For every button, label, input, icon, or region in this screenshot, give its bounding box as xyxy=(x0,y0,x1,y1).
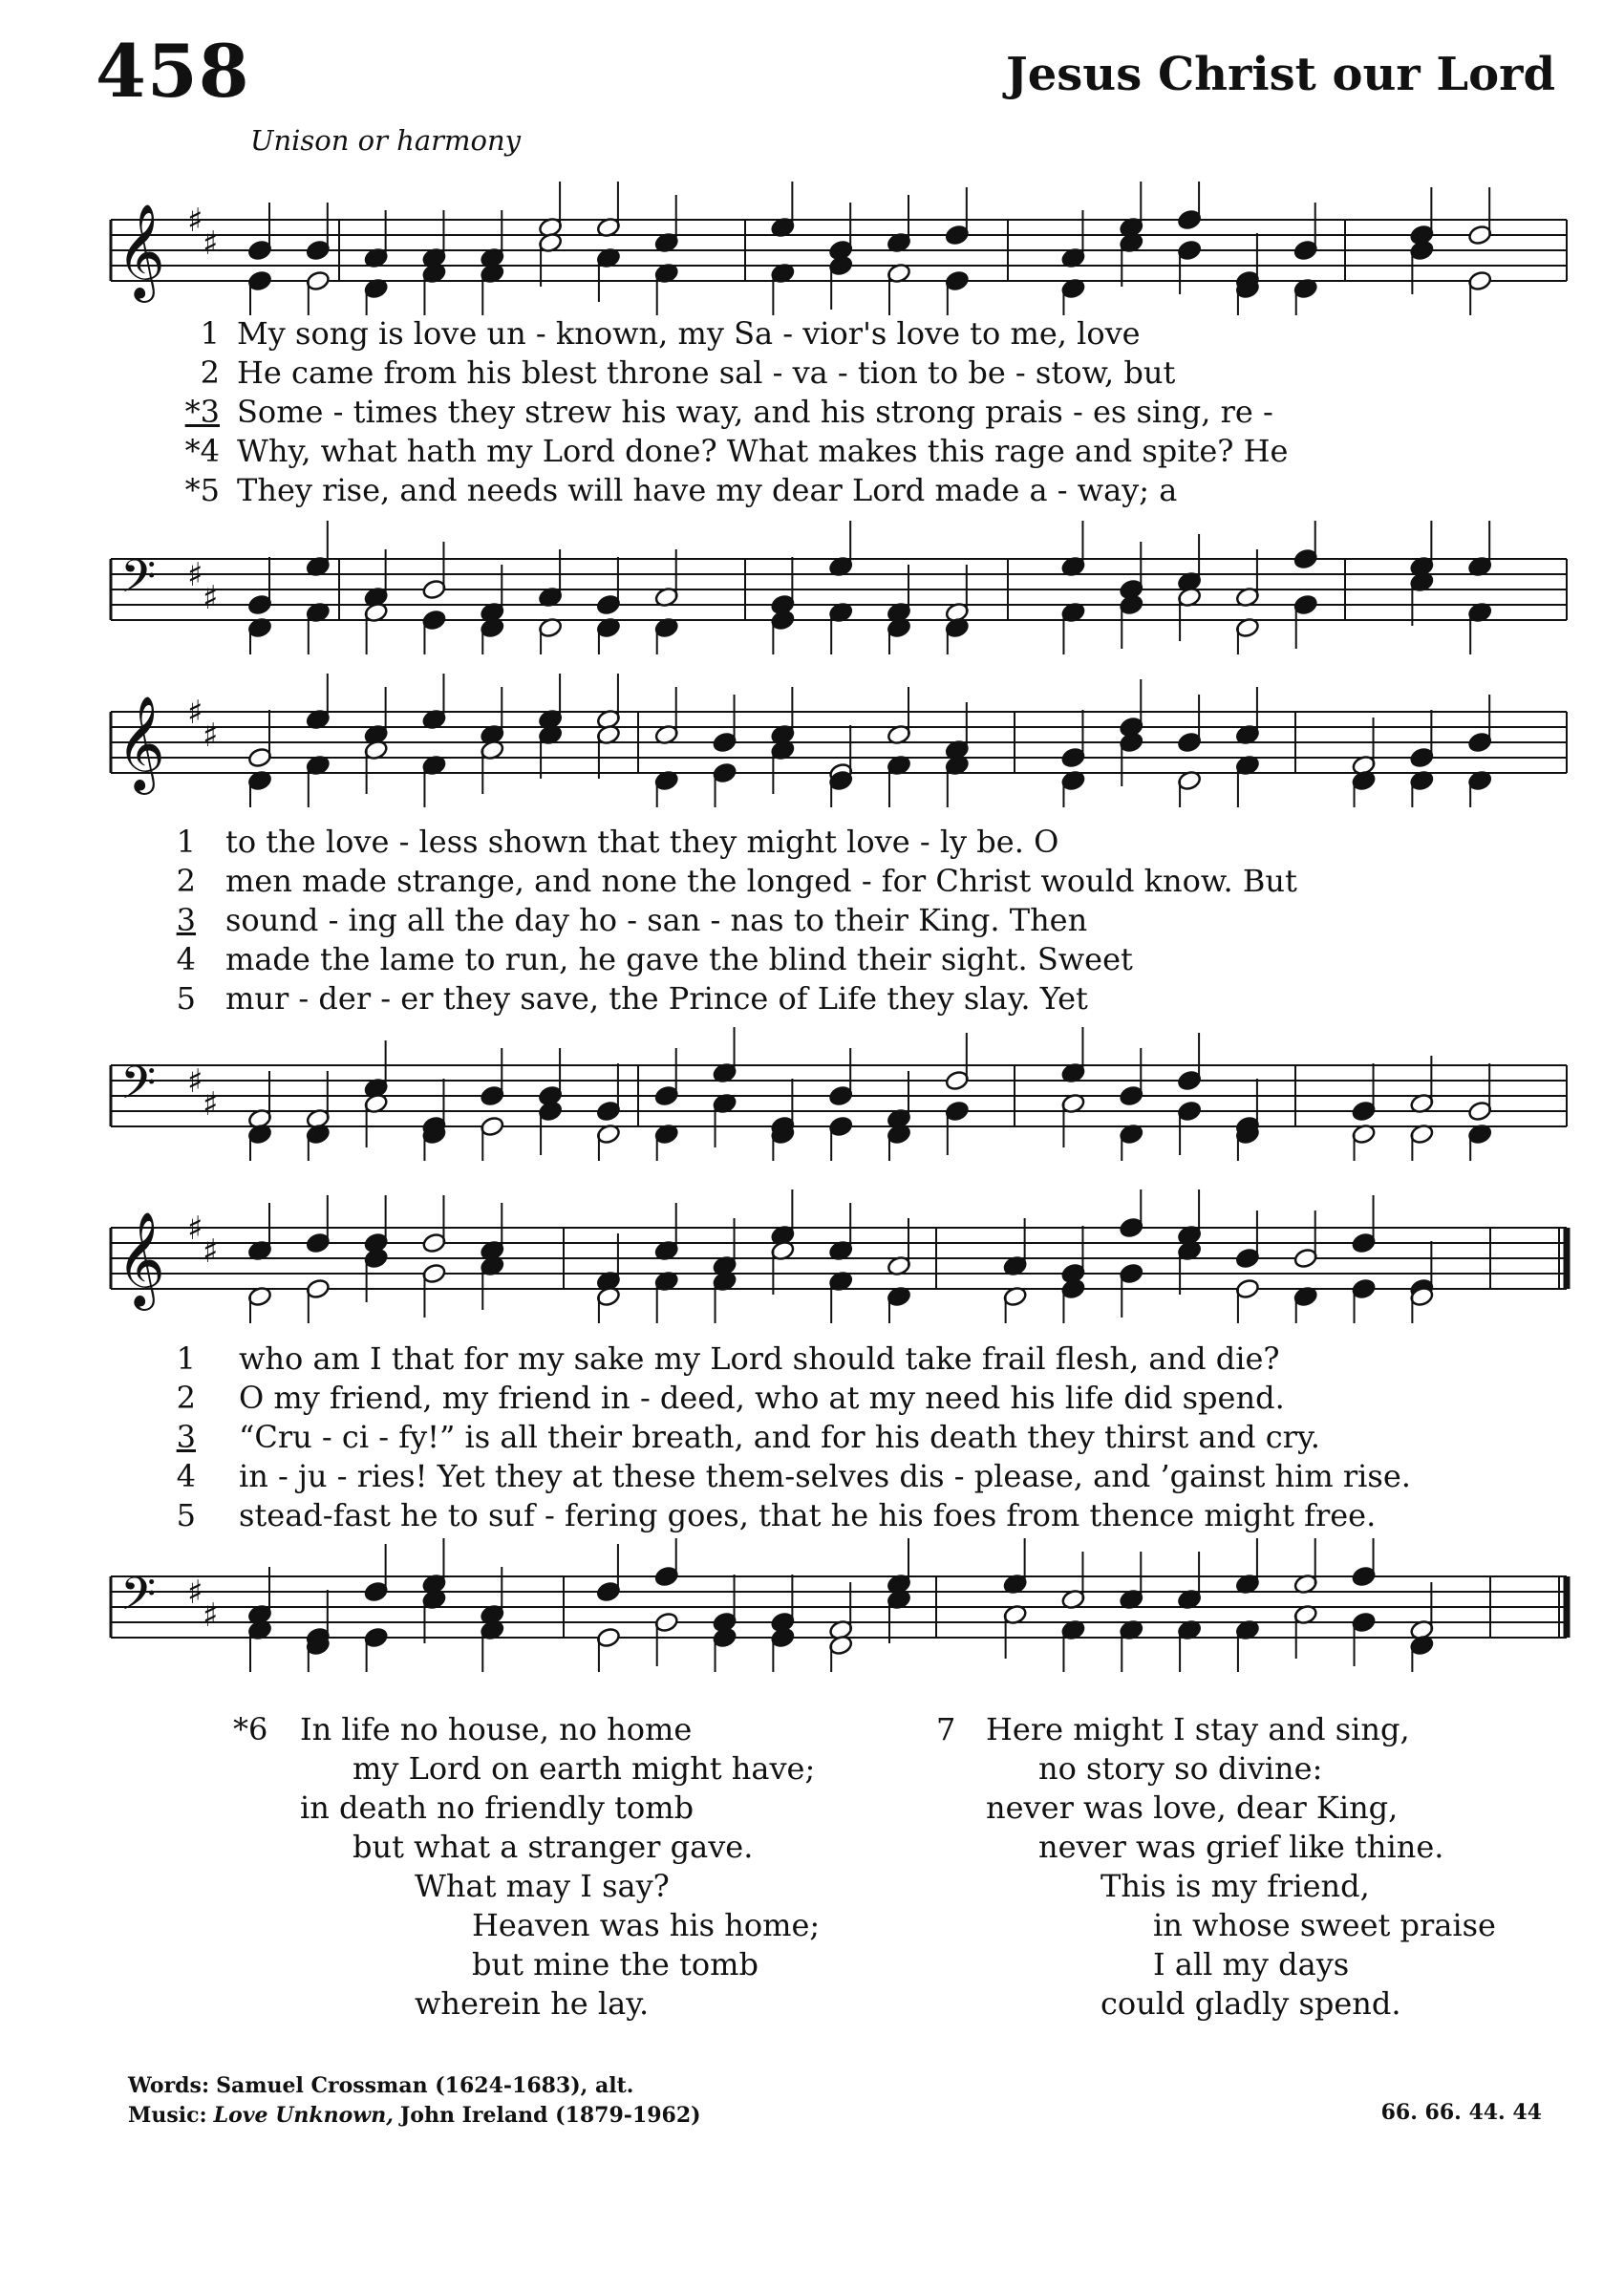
sharp-icon: ♯ xyxy=(187,1062,203,1101)
verse-number: 1 xyxy=(200,315,220,352)
tune-name: Love Unknown, xyxy=(213,2103,394,2128)
section-title: Jesus Christ our Lord xyxy=(1006,48,1555,101)
verse-text: stead-fast he to suf - fering goes, that he his foes from thence might free. xyxy=(239,1497,1377,1533)
performance-note: Unison or harmony xyxy=(250,124,522,157)
verse-number: *3 xyxy=(184,394,220,430)
bass-clef-icon: 𝄢 xyxy=(120,1567,157,1632)
treble-clef-icon: 𝄞 xyxy=(117,204,165,299)
verse-text: He came from his blest throne sal - va - tion to be - stow, but xyxy=(237,354,1176,391)
treble-clef-icon: 𝄞 xyxy=(117,1211,165,1307)
stanza-number: *6 xyxy=(233,1711,268,1747)
sharp-icon: ♯ xyxy=(203,579,219,617)
verse-text: men made strange, and none the longed - for Christ would know. But xyxy=(225,863,1297,899)
verse-text: “Cru - ci - fy!” is all their breath, and for his death they thirst and cry. xyxy=(239,1419,1320,1455)
treble-clef-icon: 𝄞 xyxy=(117,696,165,791)
stanza-line: in death no friendly tomb xyxy=(300,1789,694,1826)
verse-number: 2 xyxy=(200,354,220,391)
sharp-icon: ♯ xyxy=(203,717,219,755)
treble-staff-system-2 xyxy=(0,674,1624,807)
verse-text: My song is love un - known, my Sa - vior's love to me, love xyxy=(237,315,1141,352)
words-text: Samuel Crossman (1624-1683), alt. xyxy=(216,2073,634,2098)
bass-clef-icon: 𝄢 xyxy=(120,549,157,614)
verse-text: Some - times they strew his way, and his strong prais - es sing, re - xyxy=(237,394,1273,430)
verse-text: in - ju - ries! Yet they at these them-selves dis - please, and ’gainst him rise. xyxy=(239,1458,1411,1494)
sharp-icon: ♯ xyxy=(203,1232,219,1271)
bass-staff-system-2 xyxy=(0,1027,1624,1161)
stanza-line: no story so divine: xyxy=(1038,1750,1323,1787)
sharp-icon: ♯ xyxy=(187,694,203,732)
verse-number: 1 xyxy=(176,824,196,860)
verse-text: mur - der - er they save, the Prince of Life they slay. Yet xyxy=(225,980,1088,1017)
verse-number: 5 xyxy=(176,1497,196,1533)
verse-number: 5 xyxy=(176,980,196,1017)
verse-text: O my friend, my friend in - deed, who at my need his life did spend. xyxy=(239,1380,1285,1416)
verse-number: *4 xyxy=(184,433,220,469)
treble-staff-system-1 xyxy=(0,182,1624,315)
stanza-line: in whose sweet praise xyxy=(1153,1907,1496,1943)
music-text: John Ireland (1879-1962) xyxy=(399,2103,701,2128)
sharp-icon: ♯ xyxy=(187,556,203,594)
verse-text: They rise, and needs will have my dear Lord made a - way; a xyxy=(237,472,1178,508)
verse-number: 3 xyxy=(176,902,196,938)
music-credit xyxy=(128,2101,701,2131)
stanza-line: Heaven was his home; xyxy=(472,1907,821,1943)
stanza-line: I all my days xyxy=(1153,1946,1350,1982)
bass-staff-system-1 xyxy=(0,521,1624,654)
stanza-line: In life no house, no home xyxy=(300,1711,693,1747)
verse-number: 4 xyxy=(176,941,196,977)
sharp-icon: ♯ xyxy=(187,1574,203,1612)
stanza-line: but mine the tomb xyxy=(472,1946,759,1982)
words-label: Words: xyxy=(128,2073,210,2098)
stanza-line: but what a stranger gave. xyxy=(353,1829,754,1865)
credits xyxy=(128,2071,701,2131)
stanza-line: my Lord on earth might have; xyxy=(353,1750,816,1787)
sharp-icon: ♯ xyxy=(203,1597,219,1635)
stanza-line: wherein he lay. xyxy=(415,1985,650,2022)
verse-number: 3 xyxy=(176,1419,196,1455)
stanza-line: could gladly spend. xyxy=(1100,1985,1401,2022)
verse-text: made the lame to run, he gave the blind their sight. Sweet xyxy=(225,941,1133,977)
sharp-icon: ♯ xyxy=(187,1210,203,1248)
stanza-line: What may I say? xyxy=(415,1868,670,1904)
verse-number: *5 xyxy=(184,472,220,508)
verse-text: who am I that for my sake my Lord should take frail flesh, and die? xyxy=(239,1340,1280,1377)
verse-number: 2 xyxy=(176,863,196,899)
sharp-icon: ♯ xyxy=(203,1085,219,1124)
meter: 66. 66. 44. 44 xyxy=(1380,2100,1542,2125)
sharp-icon: ♯ xyxy=(187,202,203,240)
sharp-icon: ♯ xyxy=(203,225,219,263)
verse-text: sound - ing all the day ho - san - nas to their King. Then xyxy=(225,902,1088,938)
verse-number: 2 xyxy=(176,1380,196,1416)
stanza-number: 7 xyxy=(936,1711,956,1747)
bass-clef-icon: 𝄢 xyxy=(120,1056,157,1121)
verse-text: to the love - less shown that they might love - ly be. O xyxy=(225,824,1059,860)
verse-number: 1 xyxy=(176,1340,196,1377)
treble-staff-system-3 xyxy=(0,1189,1624,1323)
stanza-line: never was love, dear King, xyxy=(986,1789,1399,1826)
bass-staff-system-3 xyxy=(0,1538,1624,1672)
words-credit xyxy=(128,2071,701,2101)
hymn-number: 458 xyxy=(96,29,250,114)
stanza-line: Here might I stay and sing, xyxy=(986,1711,1410,1747)
stanza-line: never was grief like thine. xyxy=(1038,1829,1444,1865)
stanza-line: This is my friend, xyxy=(1100,1868,1370,1904)
verse-text: Why, what hath my Lord done? What makes this rage and spite? He xyxy=(237,433,1289,469)
verse-number: 4 xyxy=(176,1458,196,1494)
music-label: Music: xyxy=(128,2103,207,2128)
